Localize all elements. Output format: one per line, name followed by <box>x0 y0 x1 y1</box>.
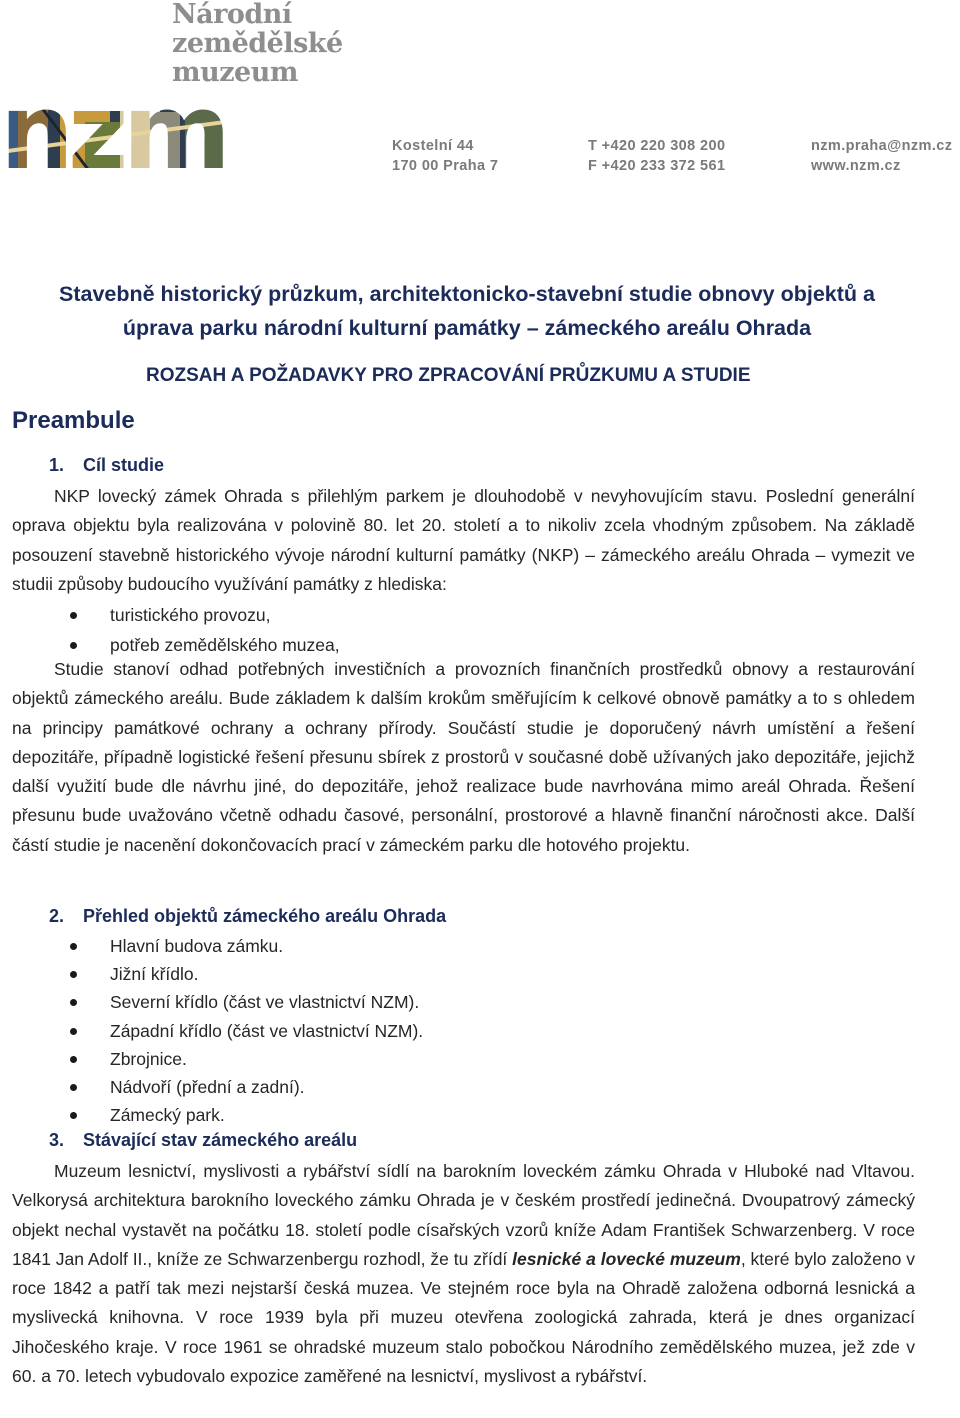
list-item: Zámecký park. <box>0 1101 423 1129</box>
museum-logo-wordmark <box>172 0 343 87</box>
objects-list <box>0 932 423 1129</box>
list-item: potřeb zemědělského muzea, <box>0 631 340 661</box>
section-3-title: Stávající stav zámeckého areálu <box>83 1130 358 1150</box>
phone-number: T +420 220 308 200 <box>588 138 726 154</box>
usage-list <box>0 601 340 660</box>
list-item: turistického provozu, <box>0 601 340 631</box>
section-3-number: 3. <box>49 1130 65 1150</box>
section-1-paragraph-2-text: Studie stanoví odhad potřebných investičních a provozních finančních prostředků obnovy a restaurování objektů zámeckého areálu. Bude základem k dalším krokům směřujícím k celkové obnově památky a to s ohledem na principy památkové ochrany a ochrany přírody. Součástí studie je doporučený návrh umístění a řešení depozitáře, případně logistické řešení přesunu sbírek z prostorů v současné době užívaných jako depozitáře, jejichž další využití bude dle návrhu jiné, do depozitáře, jehož realizace bude navrhována mimo areál Ohrada. Řešení přesunu bude uvažováno včetně odhadu časové, personální, prostorové a hlavně finanční náročnosti akce. Další částí studie je nacenění dokončovacích prací v zámeckém parku dle hotového projektu. <box>12 659 915 855</box>
section-3-heading <box>49 1130 357 1151</box>
section-1-paragraph-1-text: NKP lovecký zámek Ohrada s přilehlým parkem je dlouhodobě v nevyhovujícím stavu. Poslední generální oprava objektu byla realizována v polovině 80. let 20. století a to nikoliv zcela vhodným způsobem. Na základě posouzení stavebně historického vývoje národní kulturní památky (NKP) – zámeckého areálu Ohrada – vymezit ve studii způsoby budoucího využívání památky z hlediska: <box>12 486 915 594</box>
preamble-heading: Preambule <box>12 407 135 434</box>
document-title-line-2: úprava parku národní kulturní památky – zámeckého areálu Ohrada <box>122 316 812 340</box>
section-2-title: Přehled objektů zámeckého areálu Ohrada <box>83 906 447 926</box>
section-3-paragraph <box>12 1157 915 1391</box>
list-item: Zbrojnice. <box>0 1045 423 1073</box>
section-1-paragraph-2 <box>12 655 915 860</box>
list-item: Hlavní budova zámku. <box>0 932 423 960</box>
list-item: Jižní křídlo. <box>0 960 423 988</box>
section-1-paragraph-1 <box>12 482 915 599</box>
phone-block <box>588 136 725 176</box>
emphasized-museum-name: lesnické a lovecké muzeum <box>512 1248 741 1269</box>
section-1-heading <box>49 455 164 476</box>
section-2-heading <box>49 906 446 927</box>
list-item: Severní křídlo (část ve vlastnictví NZM). <box>0 988 423 1016</box>
logo-line-1: Národní <box>172 0 292 30</box>
document-subtitle: ROZSAH A POŽADAVKY PRO ZPRACOVÁNÍ PRŮZKUMU A STUDIE <box>146 365 751 386</box>
list-item: Západní křídlo (část ve vlastnictví NZM). <box>0 1017 423 1045</box>
address-street: Kostelní 44 <box>392 138 474 154</box>
logo-line-3: muzeum <box>172 57 298 88</box>
section-3-text-part-2: , které bylo založeno v roce 1842 a patří tak mezi nejstarší česká muzea. Ve stejném roce byla na Ohradě založena odborná lesnická a myslivecká knihovna. V roce 1939 byla při muzeu otevřena zoologická zahrada, která je dnes organizací Jihočeského kraje. V roce 1961 se ohradské muzeum stalo pobočkou Národního zemědělského muzea, jež zde v 60. a 70. letech vybudovalo expozice zaměřené na lesnictví, myslivost a rybářství. <box>12 1248 915 1387</box>
document-title-line-1: Stavebně historický průzkum, architektonicko-stavební studie obnovy objektů a <box>58 282 875 306</box>
section-1-number: 1. <box>49 455 65 475</box>
fax-number: F +420 233 372 561 <box>588 158 726 174</box>
email-link[interactable]: nzm.praha@nzm.cz <box>811 138 953 154</box>
logo-line-2: zemědělské <box>172 28 343 59</box>
web-block <box>811 136 952 176</box>
section-3-text-part-1: Muzeum lesnictví, myslivosti a rybářství sídlí na barokním loveckém zámku Ohrada v Hluboké nad Vltavou. Velkorysá architektura barokního loveckého zámku Ohrada je v českém prostředí jedinečná. Dvoupatrový zámecký objekt nechal vystavět na počátku 18. století podle císařských vzorů kníže Adam František Schwarzenberg. V roce 1841 Jan Adolf II., kníže ze Schwarzenbergu rozhodl, že tu zřídí <box>12 1161 915 1269</box>
section-1-title: Cíl studie <box>83 455 165 475</box>
address-city: 170 00 Praha 7 <box>392 158 499 174</box>
section-2-number: 2. <box>49 906 65 926</box>
nzm-logo-icon <box>0 92 302 172</box>
list-item: Nádvoří (přední a zadní). <box>0 1073 423 1101</box>
address-block <box>392 136 498 176</box>
website-link[interactable]: www.nzm.cz <box>811 158 901 174</box>
